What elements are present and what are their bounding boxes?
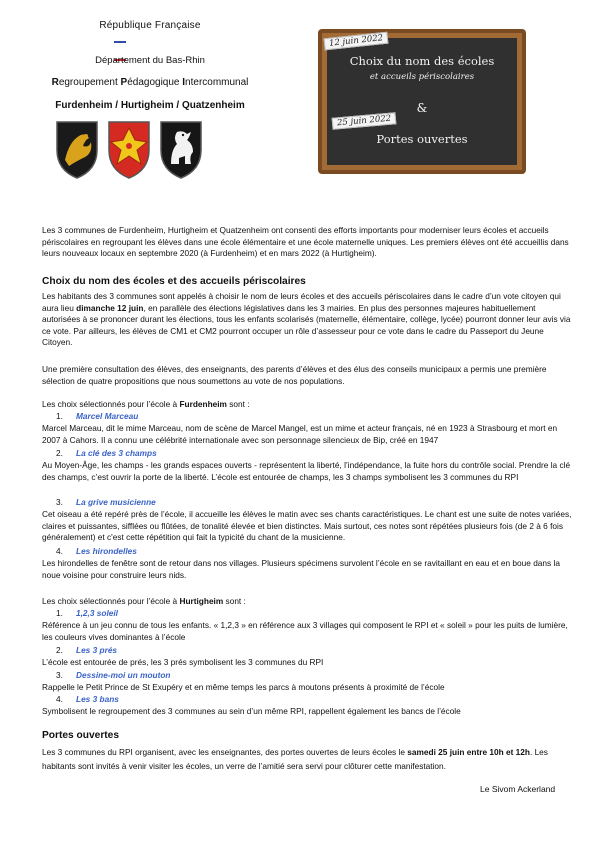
option-name: Les 3 prés xyxy=(76,645,118,655)
option-name: Les 3 bans xyxy=(76,694,119,704)
department-label: Département du Bas-Rhin xyxy=(95,55,205,66)
signature: Le Sivom Ackerland xyxy=(480,784,556,794)
date-note-1: 12 juin 2022 xyxy=(324,32,389,51)
coats-of-arms xyxy=(55,120,205,182)
option-description: Rappelle le Petit Prince de St Exupéry et en même temps les parcs à moutons présents à proximité de l’école xyxy=(42,682,445,692)
option-name: La grive musicienne xyxy=(76,497,156,507)
section-title-vote: Choix du nom des écoles et des accueils périscolaires xyxy=(42,276,306,287)
list-number: 3. xyxy=(56,497,63,507)
option-description: L’école est entourée de prés, les 3 prés symbolisent les 3 communes du RPI xyxy=(42,657,324,667)
hurtigheim-shield-icon xyxy=(107,120,151,180)
option-name: Dessine-moi un mouton xyxy=(76,670,171,680)
list-number: 2. xyxy=(56,448,63,458)
option-name: La clé des 3 champs xyxy=(76,448,157,458)
vote-paragraph: Les habitants des 3 communes sont appelés à choisir le nom de leurs écoles et des accueils périscolaires dans le cadre d’un vote citoyen qui aura lieu dimanche 12 juin, en parallèle des élections législatives dans les 3 mairies. En plus des personnes majeures habituellement autorisées à se prononcer durant les élections, tous les enfants scolarisés (maternelle, élémentaire, collège, lycée) pourront donner leur avis via ce vote. Par ailleurs, les élèves de CM1 et CM2 pourront occuper un rôle d’assesseur pour ce vote dans le cadre du Passeport du Jeune Citoyen. xyxy=(42,291,571,348)
quatzenheim-shield-icon xyxy=(159,120,203,180)
list-number: 1. xyxy=(56,411,63,421)
intro-paragraph: Les 3 communes de Furdenheim, Hurtigheim et Quatzenheim ont consenti des efforts importants pour moderniser leurs écoles et accueils périscolaires en regroupant les élèves dans une école élémentaire et une école maternelle uniques. Les premiers élèves ont été accueillis dans leurs nouveaux locaux en septembre 2020 (à Furdenheim) et en mars 2022 (à Hurtigheim). xyxy=(42,225,569,259)
option-name: Marcel Marceau xyxy=(76,411,139,421)
towns-label: Furdenheim / Hurtigheim / Quatzenheim xyxy=(55,100,245,111)
board-ampersand: & xyxy=(416,101,428,115)
board-line-2: et accueils périscolaires xyxy=(369,72,475,82)
open-house-paragraph: Les 3 communes du RPI organisent, avec les enseignantes, des portes ouvertes de leurs écoles le samedi 25 juin entre 10h et 12h. Les habitants sont invités à venir visiter les écoles, un verre de l’amitié sera servi pour clôturer cette manifestation. xyxy=(42,747,548,771)
option-description: Marcel Marceau, dit le mime Marceau, nom de scène de Marcel Mangel, est un mime et acteur français, né en 1923 à Strasbourg et mort en 2007 à Cahors. Il a connu une célébrité internationale avec son personnage silencieux de Bip, créé en 1947 xyxy=(42,423,558,445)
consultation-paragraph: Une première consultation des élèves, des enseignants, des parents d’élèves et des élus des conseils municipaux a permis une première sélection de quatre propositions que nous soumettons au vote de nos populations. xyxy=(42,364,547,386)
option-description: Symbolisent le regroupement des 3 communes au sein d’un même RPI, rappellent également les bancs de l’école xyxy=(42,706,461,716)
board-line-3: Portes ouvertes xyxy=(376,132,468,146)
republic-label: République Française xyxy=(99,20,201,31)
option-description: Cet oiseau a été repéré près de l’école, il accueille les élèves le matin avec ses chants caractéristiques. Le chant est une suite de notes variées, claires et puissantes, sifflées ou flûtées, de tonalité élevée et bien distinctes. Mais surtout, ces notes sont répétées plusieurs fois (de 2 à 6 fois généralement) et c'est cette répétition qui fait la typicité du chant de la musicienne. xyxy=(42,509,572,543)
hurtigheim-intro: Les choix sélectionnés pour l’école à Hurtigheim sont : xyxy=(42,596,246,606)
option-description: Les hirondelles de fenêtre sont de retour dans nos villages. Plusieurs spécimens survolent l’école en se ravitaillant en eau et en boue dans la noue voisine pour construire leurs nids. xyxy=(42,558,560,580)
list-number: 2. xyxy=(56,645,63,655)
section-title-open-house: Portes ouvertes xyxy=(42,730,120,741)
option-name: Les hirondelles xyxy=(76,546,137,556)
list-number: 4. xyxy=(56,694,63,704)
date-note-2: 25 juin 2022 xyxy=(332,112,397,130)
board-line-1: Choix du nom des écoles xyxy=(349,54,495,68)
rpi-title: Regroupement Pédagogique Intercommunal xyxy=(51,77,249,88)
tricolor-bar xyxy=(113,41,153,43)
list-number: 1. xyxy=(56,608,63,618)
option-name: 1,2,3 soleil xyxy=(76,608,118,618)
option-description: Référence à un jeu connu de tous les enfants. « 1,2,3 » en référence aux 3 villages qui composent le RPI et « soleil » pour les puits de lumière, les couleurs vives dominantes à l’école xyxy=(42,620,568,642)
furdenheim-intro: Les choix sélectionnés pour l’école à Furdenheim sont : xyxy=(42,399,250,409)
list-number: 4. xyxy=(56,546,63,556)
furdenheim-shield-icon xyxy=(55,120,99,180)
list-number: 3. xyxy=(56,670,63,680)
chalkboard-banner xyxy=(318,29,526,174)
option-description: Au Moyen-Âge, les champs - les grands espaces ouverts - représentent la liberté, l’indépendance, la fuite hors du contrôle social. Prendre la clé des champs, c’est ouvrir la porte de la liberté. L’école est entourée de champs, les 3 champs symbolisent les 3 communes du RPI xyxy=(42,460,571,482)
